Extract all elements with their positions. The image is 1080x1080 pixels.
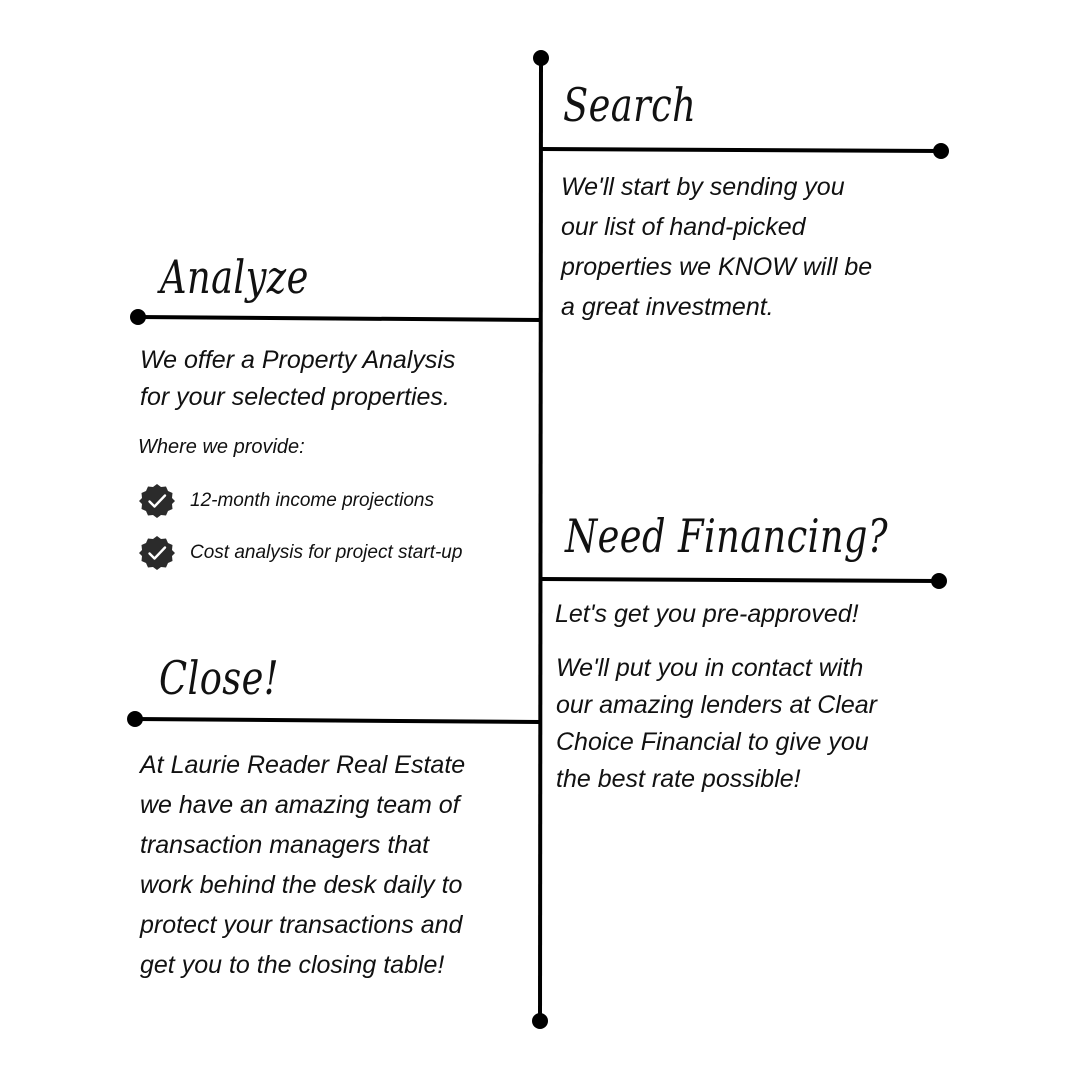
analyze-connector <box>138 317 541 320</box>
check-badge-icon <box>138 534 176 572</box>
checklist-item <box>138 534 462 572</box>
close-title: Close! <box>159 651 279 705</box>
timeline-top-dot <box>533 50 549 66</box>
financing-description: We'll put you in contact with our amazing lenders at Clear Choice Financial to give you the best rate possible! <box>556 654 877 793</box>
checklist-item-label: 12-month income projections <box>190 490 434 511</box>
check-badge-icon <box>138 482 176 520</box>
search-connector <box>541 149 941 151</box>
search-dot <box>933 143 949 159</box>
financing-connector <box>541 579 939 581</box>
close-connector <box>135 719 540 722</box>
checklist-item <box>138 482 434 520</box>
close-description: At Laurie Reader Real Estate we have an amazing team of transaction managers that work behind the desk daily to protect your transactions and get you to the closing table! <box>140 751 466 979</box>
analyze-title: Analyze <box>160 250 309 304</box>
checklist-item-label: Cost analysis for project start-up <box>190 542 463 563</box>
analyze-dot <box>130 309 146 325</box>
search-description: We'll start by sending you our list of hand-picked properties we KNOW will be a great investment. <box>561 173 873 321</box>
analyze-description: We offer a Property Analysis for your selected properties. <box>140 346 456 411</box>
search-title: Search <box>563 78 697 132</box>
timeline-spine <box>540 58 541 1021</box>
timeline-bottom-dot <box>532 1013 548 1029</box>
close-dot <box>127 711 143 727</box>
financing-dot <box>931 573 947 589</box>
financing-title: Need Financing? <box>565 509 889 563</box>
provide-label: Where we provide: <box>138 436 305 458</box>
financing-intro: Let's get you pre-approved! <box>555 600 859 628</box>
